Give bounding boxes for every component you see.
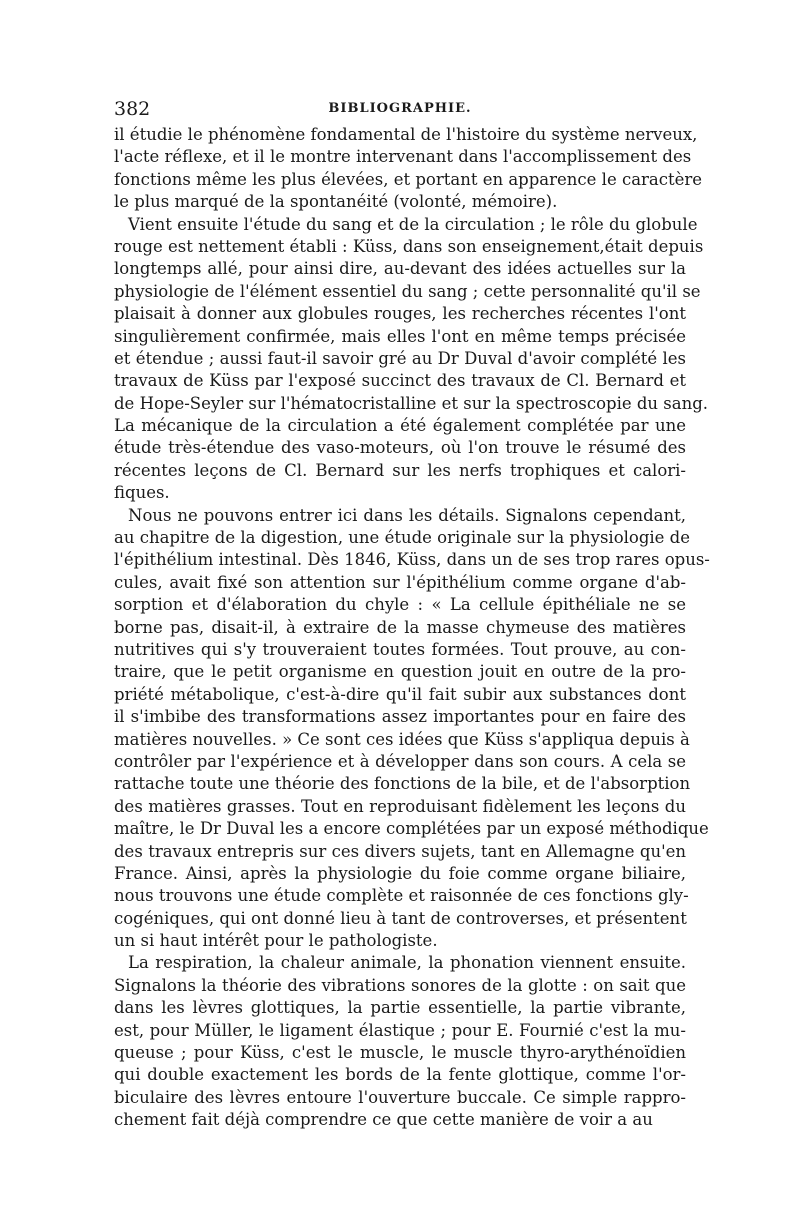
text-line: plaisait à donner aux globules rouges, les recherches récentes l'ont — [114, 304, 686, 324]
text-line: travaux de Küss par l'exposé succinct des travaux de Cl. Bernard et — [114, 371, 686, 391]
text-line: chement fait déjà comprendre ce que cette manière de voir a au — [114, 1110, 653, 1130]
text-line: singulièrement confirmée, mais elles l'ont en même temps précisée — [114, 326, 686, 346]
text-line: fonctions même les plus élevées, et portant en apparence le caractère — [114, 169, 703, 189]
text-line: Vient ensuite l'étude du sang et de la circulation ; le rôle du globule — [128, 214, 698, 234]
text-line: fiques. — [114, 483, 170, 503]
text-line: le plus marqué de la spontanéité (volonté, mémoire). — [114, 192, 558, 212]
text-line: l'épithélium intestinal. Dès 1846, Küss, dans un de ses trop rares opus- — [114, 550, 710, 570]
text-line: et étendue ; aussi faut-il savoir gré au Dr Duval d'avoir complété les — [114, 348, 686, 368]
text-line: France. Ainsi, après la physiologie du foie comme organe biliaire, — [114, 863, 686, 883]
text-line: borne pas, disait-il, à extraire de la masse chymeuse des matières — [114, 617, 686, 637]
page — [114, 98, 710, 1132]
text-line: récentes leçons de Cl. Bernard sur les nerfs trophiques et calori- — [114, 460, 686, 480]
text-line: il s'imbibe des transformations assez importantes pour en faire des — [114, 707, 686, 727]
paragraph — [114, 214, 709, 505]
text-line: rattache toute une théorie des fonctions de la bile, et de l'absorption — [114, 774, 691, 794]
text-line: des matières grasses. Tout en reproduisant fidèlement les leçons du — [114, 796, 686, 816]
text-line: sorption et d'élaboration du chyle : « La cellule épithéliale ne se — [114, 595, 686, 615]
text-line: Signalons la théorie des vibrations sonores de la glotte : on sait que — [114, 975, 686, 995]
text-line: des travaux entrepris sur ces divers sujets, tant en Allemagne qu'en — [114, 841, 686, 861]
text-line: physiologie de l'élément essentiel du sang ; cette personnalité qu'il se — [114, 281, 701, 301]
text-line: contrôler par l'expérience et à développer dans son cours. A cela se — [114, 751, 686, 771]
text-line: queuse ; pour Küss, c'est le muscle, le muscle thyro-arythénoïdien — [114, 1043, 686, 1063]
text-line: au chapitre de la digestion, une étude originale sur la physiologie de — [114, 528, 691, 548]
text-line: traire, que le petit organisme en question jouit en outre de la pro- — [114, 662, 686, 682]
text-line: nous trouvons une étude complète et raisonnée de ces fonctions gly- — [114, 886, 689, 906]
running-head — [114, 98, 686, 124]
page-number: 382 — [114, 98, 151, 120]
text-line: biculaire des lèvres entoure l'ouverture buccale. Ce simple rappro- — [114, 1087, 686, 1107]
text-line: il étudie le phénomène fondamental de l'histoire du système nerveux, — [114, 125, 698, 144]
text-line: un si haut intérêt pour le pathologiste. — [114, 931, 438, 951]
paragraph — [114, 505, 710, 953]
text-line: La mécanique de la circulation a été également complétée par une — [114, 416, 686, 436]
paragraph — [114, 124, 703, 214]
text-line: qui double exactement les bords de la fente glottique, comme l'or- — [114, 1065, 686, 1085]
text-line: de Hope-Seyler sur l'hématocristalline et sur la spectroscopie du sang. — [114, 393, 709, 413]
body-text — [114, 124, 710, 1132]
text-line: longtemps allé, pour ainsi dire, au-devant des idées actuelles sur la — [114, 259, 686, 279]
text-line: maître, le Dr Duval les a encore complétées par un exposé méthodique — [114, 819, 709, 839]
text-line: est, pour Müller, le ligament élastique ; pour E. Fournié c'est la mu- — [114, 1020, 686, 1040]
text-line: priété métabolique, c'est-à-dire qu'il fait subir aux substances dont — [114, 684, 686, 704]
text-line: l'acte réflexe, et il le montre intervenant dans l'accomplissement des — [114, 147, 692, 167]
text-line: rouge est nettement établi : Küss, dans son enseignement,était depuis — [114, 236, 704, 256]
text-line: matières nouvelles. » Ce sont ces idées que Küss s'appliqua depuis à — [114, 729, 690, 749]
running-title: BIBLIOGRAPHIE. — [328, 101, 472, 116]
text-line: cogéniques, qui ont donné lieu à tant de controverses, et présentent — [114, 908, 687, 928]
text-line: La respiration, la chaleur animale, la phonation viennent ensuite. — [128, 953, 686, 973]
text-line: étude très-étendue des vaso-moteurs, où l'on trouve le résumé des — [114, 438, 686, 458]
text-line: Nous ne pouvons entrer ici dans les détails. Signalons cependant, — [128, 505, 686, 525]
paragraph — [114, 952, 686, 1131]
text-line: dans les lèvres glottiques, la partie essentielle, la partie vibrante, — [114, 998, 686, 1018]
text-line: nutritives qui s'y trouveraient toutes formées. Tout prouve, au con- — [114, 639, 686, 659]
text-line: cules, avait fixé son attention sur l'épithélium comme organe d'ab- — [114, 572, 686, 592]
